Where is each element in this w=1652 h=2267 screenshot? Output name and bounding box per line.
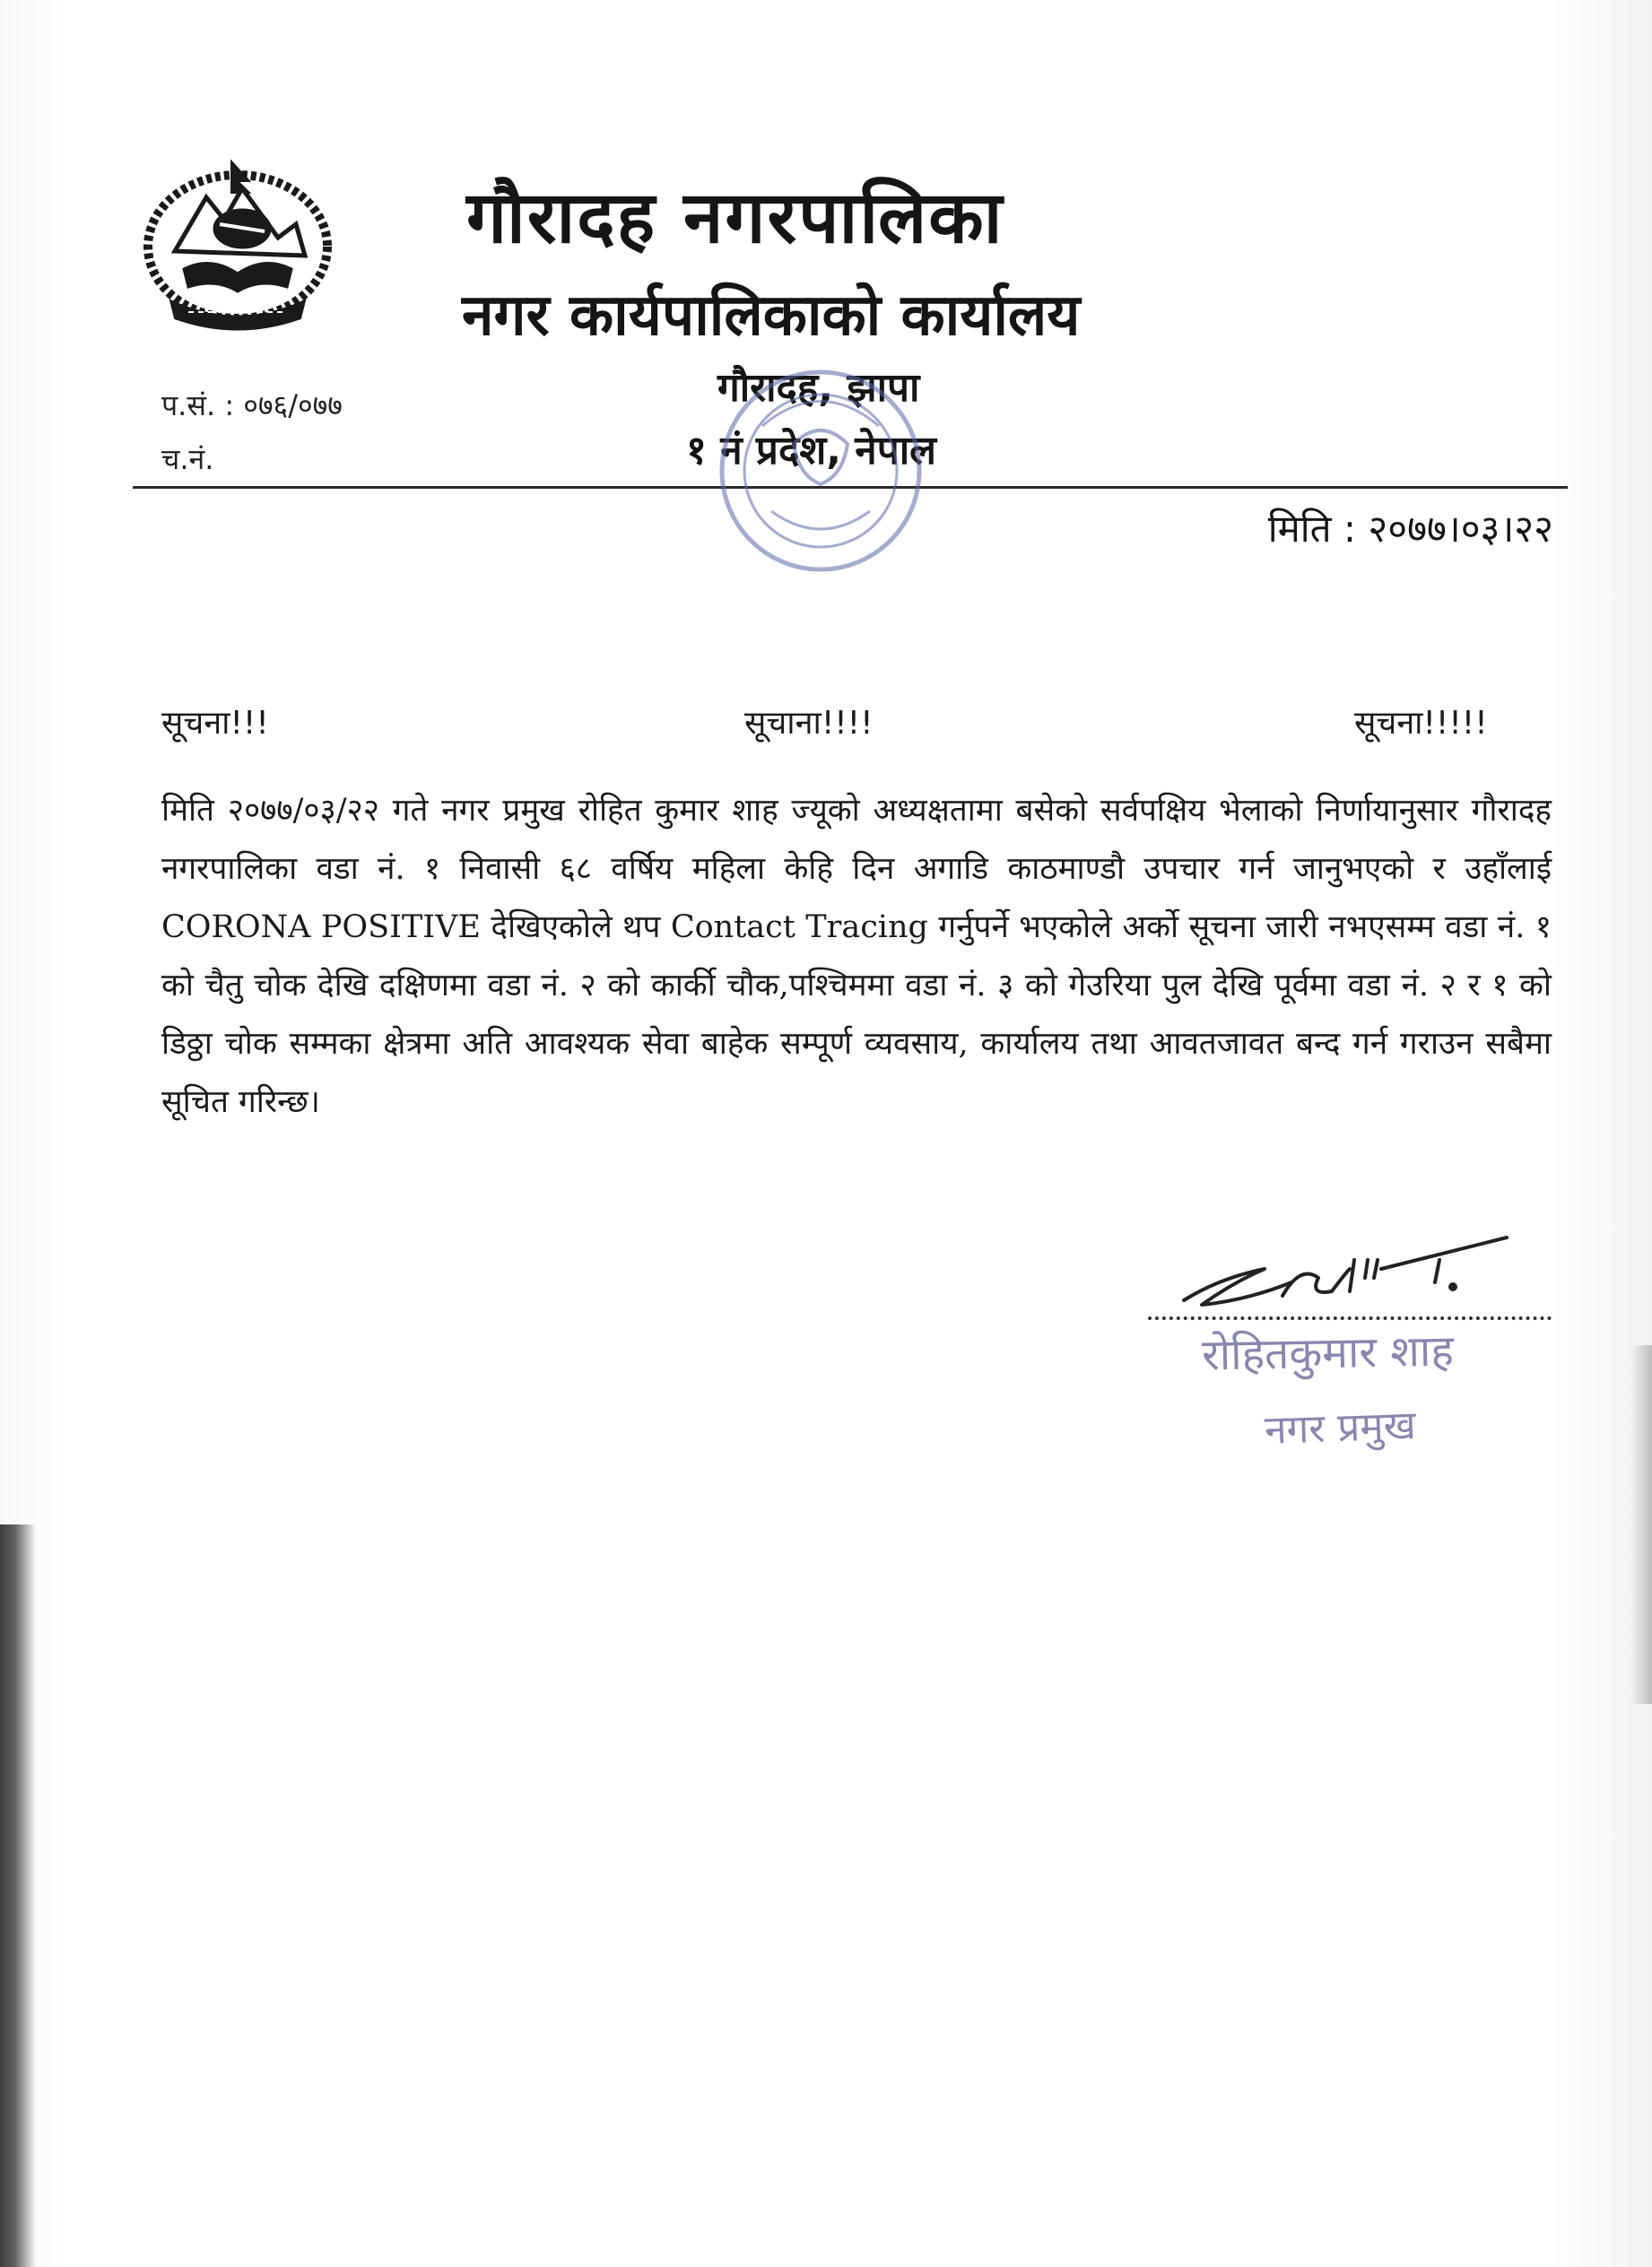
dispatch-number: च.नं. [161,442,214,476]
notice-date: मिति : २०७७।०३।२२ [1267,507,1553,551]
address-line-1: गौरादह, झापा [717,365,920,411]
office-stamp-icon [709,354,933,587]
nepal-emblem-icon [135,152,341,332]
municipality-title: गौरादह नगरपालिका [466,176,1004,259]
notice-header-row [161,699,1507,744]
notice-label-center: सूचाना!!!! [744,705,874,742]
address-line-2: १ नं प्रदेश, नेपाल [686,428,936,473]
scan-edge-shadow [0,1524,36,2267]
signatory-name: रोहितकुमार शाह [1201,1325,1455,1381]
notice-body: मिति २०७७/०३/२२ गते नगर प्रमुख रोहित कुमार शाह ज्यूको अध्यक्षतामा बसेको सर्वपक्षिय भेलाको निर्णायानुसार गौरादह नगरपालिका वडा नं. १ निवासी ६८ वर्षिय महिला केहि दिन अगाडि काठमाण्डौ उपचार गर्न जानुभएको र उहाँलाई CORONA POSITIVE देखिएकोले थप Contact Tracing गर्नुपर्ने भएकोले अर्को सूचना जारी नभएसम्म वडा नं. १ को चैतु चोक देखि दक्षिणमा वडा नं. २ को कार्की चौक,पश्चिममा वडा नं. ३ को गेउरिया पुल देखि पूर्वमा वडा नं. २ र १ को डिठ्ठा चोक सम्मका क्षेत्रमा अति आवश्यक सेवा बाहेक सम्पूर्ण व्यवसाय, कार्यालय तथा आवतजावत बन्द गर्न गराउन सबैमा सूचित गरिन्छ। [161,793,1552,1120]
office-subtitle: नगर कार्यपालिकाको कार्यालय [462,282,1081,349]
handwritten-signature-icon [1166,1229,1525,1327]
notice-label-left: सूचना!!! [161,705,269,742]
notice-label-right: सूचना!!!!! [1354,705,1488,742]
signatory-title: नगर प्रमुख [1264,1403,1417,1454]
signature-line [1148,1316,1552,1320]
reference-number: प.सं. : ०७६/०७७ [161,388,343,422]
scan-edge-shadow-right [1630,1345,1652,1704]
